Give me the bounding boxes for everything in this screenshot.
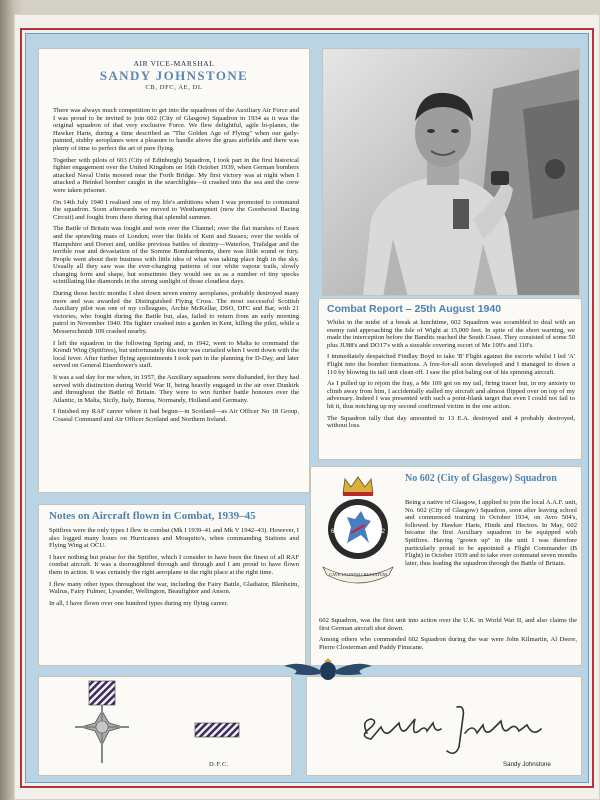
intro-panel <box>38 48 310 493</box>
rank-heading: AIR VICE-MARSHAL <box>133 59 215 68</box>
notes-paragraph: In all, I have flown over one hundred types during my flying career. <box>49 599 229 607</box>
squadron-paragraph: Being a native of Glasgow, I applied to join the local A.A.F. unit, No. 602 (City of Glasgow) Squadron, soon after leaving school and commenced training in October 1934, on Avro 504's, followed by Hawker Harts, Hinds and Hectors. In May, 602 became the first Auxiliary squadron to be equipped with Spitfires. Having "grown up" in the unit I was therefore particularly proud to be appointed a Flight Commander (B Flight) in October 1939 and to take over command seven months later, thus leading the squadron through the Battle of Britain. <box>405 499 577 567</box>
squadron-badge-icon <box>317 473 399 585</box>
intro-paragraph: During those hectic months I shot down seven enemy aeroplanes, probably destroyed many more and was awarded the Distinguished Flying Cross. The most successful Scottish Auxiliary pilot was one of my colleagues, Archie McKellar, DSO, DFC and Bar, with 21 victories, who fought during the Battle but, alas, failed to return from an early morning patrol in November 1940. His fighter crashed into a garden in Kent, killing the pilot, while a Messerschmidt 109 crashed nearby. <box>53 290 299 336</box>
aircraft-notes-panel <box>38 504 306 666</box>
badge-motto: CAVE LEONEM CRUCIATUM <box>329 572 387 577</box>
notes-paragraph: I have nothing but praise for the Spitfire, which I consider to have been the finest of all RAF combat aircraft. It was a thoroughbred through and through and I am proud to have flown them in action. It was certainly the right aeroplane in the right place at the right time. <box>49 553 299 576</box>
squadron-panel <box>310 466 582 666</box>
intro-paragraph: There was always much competition to get into the squadrons of the Auxiliary Air Force and I was proud to be invited to join 602 (City of Glasgow) Squadron in 1934 as it was the original squadron of that very exclusive Force. We flew delightful, agile bi-planes, the Hawker Harts, during a time described as "The Golden Age of Flying" when our gaily-painted, stubby aeroplanes were a pleasure to handle above the grass airfields and there was plenty of time to perfect the art of pure flying. <box>53 107 299 152</box>
intro-paragraph: On 14th July 1940 I realised one of my life's ambitions when I was promoted to command the squadron. Soon afterwards we moved to Westhampnett (now the Goodwood Racing Circuit) and fought from there during that splendid summer. <box>53 198 299 221</box>
notes-paragraph: Spitfires were the only types I flew in combat (Mk I 1939–41 and Mk V 1942–43). However, I also logged many hours on Hurricanes and Mosquito's, when commanding Stations and Flying Wing at OCU. <box>49 527 299 550</box>
badge-number-left: 602 <box>331 529 342 535</box>
aircraft-notes-body <box>49 527 299 663</box>
badge-number-right: 602 <box>375 529 386 535</box>
combat-paragraph: I immediately despatched Findlay Boyd to take 'B' Flight against the escorts whilst I led 'A' Flight into the bomber formations. A free-for-all soon developed and I managed to down a 110 by blowing its tail unit clean off. I saw the pilot baling out of his spinning aircraft. <box>327 353 575 376</box>
notes-paragraph: I flew many other types throughout the war, including the Fairy Battle, Gladiator, Blenheim, Walrus, Fairy Fulmer, Lysander, Wellington, Beaufighter and Anson. <box>49 580 299 596</box>
squadron-paragraph: Among others who commanded 602 Squadron during the war were John Kilmartin, Al Deere, Pierre Closterman and Paddy Finucane. <box>319 636 577 651</box>
signature-panel <box>306 676 582 776</box>
signature-caption: Sandy Johnstone <box>503 761 551 768</box>
honours-line: CB, DFC, AE, DL <box>145 84 203 91</box>
aircraft-notes-title: Notes on Aircraft flown in Combat, 1939–45 <box>49 510 256 522</box>
squadron-title: No 602 (City of Glasgow) Squadron <box>405 473 557 484</box>
combat-report-panel <box>318 298 582 460</box>
pilot-photo <box>322 48 580 296</box>
raf-wings-icon <box>282 656 374 686</box>
combat-report-title: Combat Report – 25th August 1940 <box>327 303 502 315</box>
intro-paragraph: I left the squadron in the following Spring and, in 1942, went to Malta to command the Krendi Wing (Spitfires), but unfortunately this tour was curtailed when I went down with the local fever. After further flying appointments I took part in the planning for D-Day, and later served on General Eisenhower's staff. <box>53 339 299 370</box>
combat-paragraph: The Squadron tally that day amounted to 13 E.A. destroyed and 4 probably destroyed, without loss. <box>327 414 575 430</box>
pilot-photo-image <box>323 49 580 296</box>
squadron-paragraph: 602 Squadron, was the first unit into action over the U.K. in World War II, and also claims the first German aircraft shot down. <box>319 617 577 632</box>
medal-panel <box>38 676 292 776</box>
intro-body <box>53 107 299 487</box>
combat-report-body <box>327 319 575 457</box>
dfc-medal-icon <box>39 677 293 777</box>
squadron-body <box>405 499 577 615</box>
dfc-label: D.F.C. <box>209 761 229 768</box>
combat-paragraph: Whilst in the midst of a break at lunchtime, 602 Squadron was scrambled to deal with an enemy raid approaching the Isle of Wight at 15,000 feet. In spite of the short warning, we made the interception before the Bandits reached the South Coast. They consisted of some 50 plus JU88's and DO17's with a sizeable covering escort of Me 109's and 110's. <box>327 319 575 349</box>
intro-paragraph: I finished my RAF career where it had begun—in Scotland—as Air Officer No 18 Group, Coastal Command and Air Officer Scotland and Northern Ireland. <box>53 408 299 423</box>
intro-paragraph: It was a sad day for me when, in 1957, the Auxiliary squadrons were disbanded, for they had served with distinction during World War II, being heavily engaged in the air over Dunkirk and throughout the Battle of Britain. They were to win further battle honours over the Atlantic, in Malta, Sicily, Italy, Burma, Normandy, Holland and Germany. <box>53 374 299 404</box>
intro-paragraph: The Battle of Britain was fought and won over the Channel; over the flat marshes of Essex and the sprawling mass of London; over the fields of Kent and Sussex; over the wolds of Hampshire and Dorset and, unlike previous battles of destiny—Waterloo, Trafalgar and the terrible roar and devastation of the Somme Bombardments, there was little sound or fury. People went about their business with little idea of what was taking place high in the sky. Usually all they saw was the ever-changing patterns of our white vapour trails, slowly changing form and shape, but sometimes they would see us as a number of tiny specks scintillating like diamonds in the strong sunlight of those cloudless days. <box>53 225 299 286</box>
intro-paragraph: Together with pilots of 603 (City of Edinburgh) Squadron, I took part in the first historical fighter engagement over the United Kingdom on 16th October 1939, when German bombers attacked Naval Units moored near the Forth Bridge. My first victory was at night when I attacked a Heinkel bomber caught in the searchlights—it crashed into the sea and the crew were taken prisoner. <box>53 156 299 194</box>
combat-paragraph: As I pulled up to rejoin the fray, a Me 109 got on my tail, firing tracer but, in my anxiety to climb away from him, I accidentally stalled my aircraft and almost flipped over on top of my adversary. Indeed I was presented with such a point-blank target that even I could not fail to hit it, thus notching up my second confirmed victim in the one action. <box>327 380 575 410</box>
pilot-name: SANDY JOHNSTONE <box>99 68 249 83</box>
